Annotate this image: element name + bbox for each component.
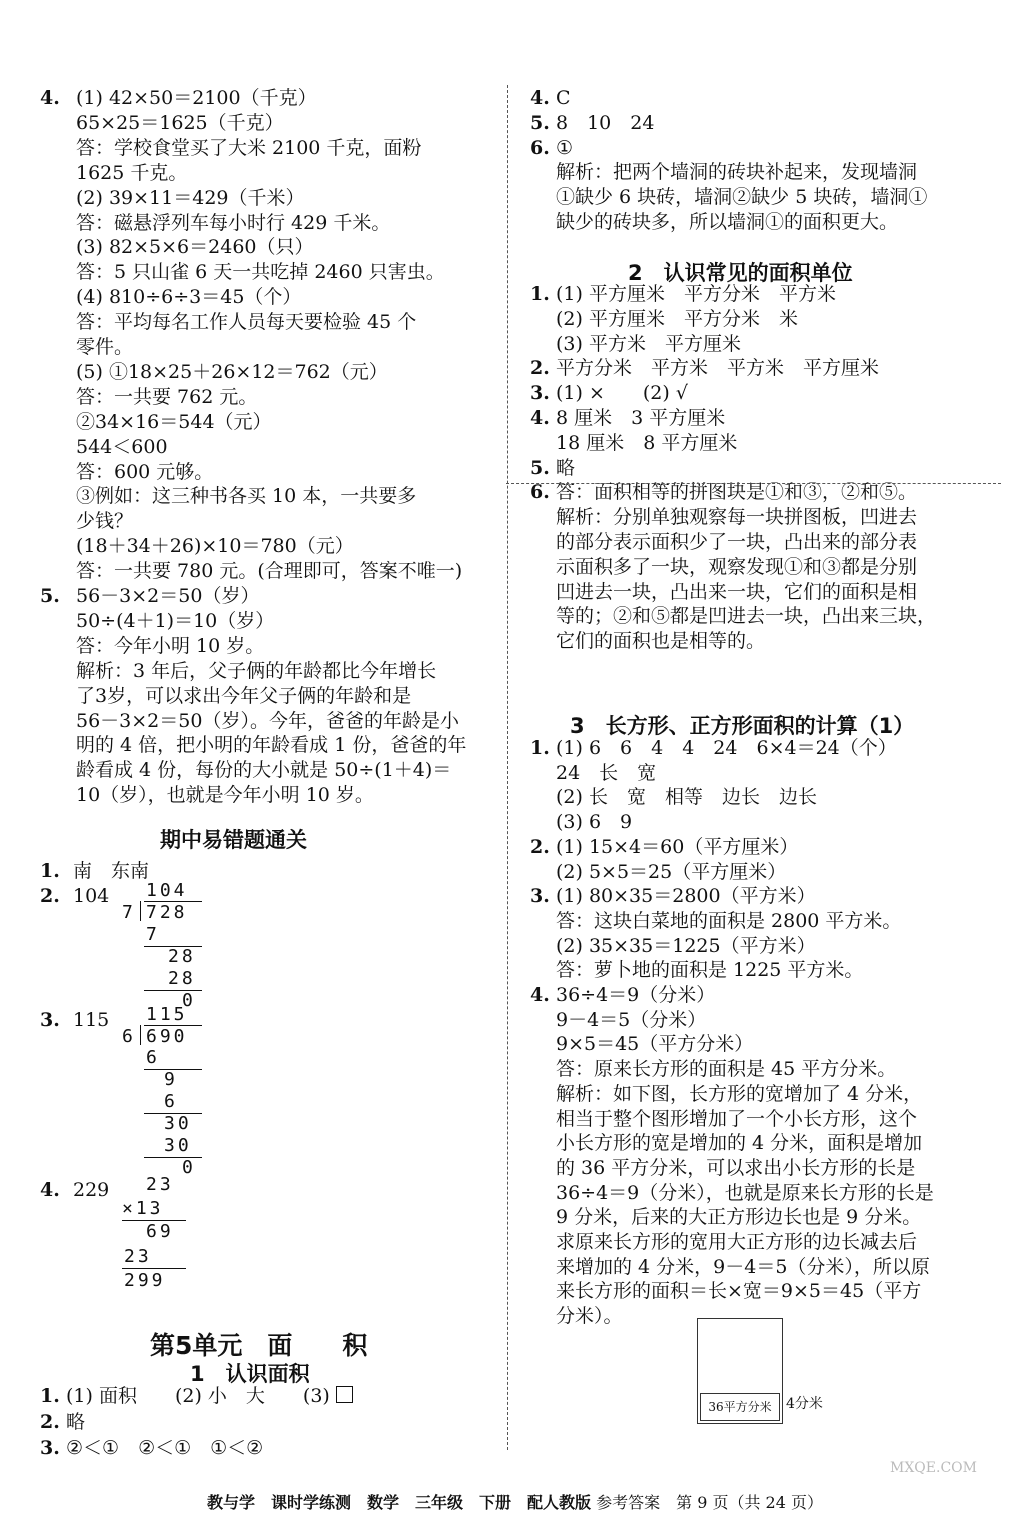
unit5-q1-num: 1. (40, 1385, 60, 1407)
sec3-title: 3 长方形、正方形面积的计算（1） (570, 714, 915, 738)
sec3-answer-line: 36÷4＝9（分米） (556, 984, 716, 1006)
midterm-q4-answer: 229 (73, 1179, 110, 1201)
right-answer-num: 6. (530, 136, 550, 159)
footer-book-title: 教与学 课时学练测 数学 三年级 下册 配人教版 (207, 1493, 592, 1512)
figure-inner-label: 36平方分米 (700, 1393, 780, 1421)
sec2-answer-line: 答：面积相等的拼图块是①和③，②和⑤。 (556, 481, 918, 504)
sec2-answer-line: (1) 平方厘米 平方分米 平方米 (556, 283, 836, 305)
left-answer-line: ②34×16＝544（元） (76, 410, 272, 433)
sec2-answer-line: (1) × (2) √ (556, 382, 688, 405)
left-answer-line: 答：一共要 762 元。 (76, 385, 258, 408)
sec2-answer-line: (2) 平方厘米 平方分米 米 (556, 307, 798, 330)
left-answer-line: 明的 4 倍，把小明的年龄看成 1 份，爸爸的年 (76, 734, 467, 757)
sec2-answer-num: 3. (530, 382, 550, 405)
left-answer-line: 65×25＝1625（千克） (76, 111, 284, 134)
sec2-answer-line: 略 (556, 456, 576, 479)
sec2-answer-line: 18 厘米 8 平方厘米 (556, 431, 738, 454)
sec3-answer-line: 36÷4＝9（分米），也就是原来长方形的长是 (556, 1181, 934, 1204)
midterm-q1-num: 1. (40, 860, 60, 882)
sec3-answer-line: 9 分米，后来的大正方形边长也是 9 分米。 (556, 1206, 922, 1229)
right-answer-line: ① (556, 136, 574, 159)
left-answer-line: 56－3×2＝50（岁）。今年，爸爸的年龄是小 (76, 709, 459, 732)
right-answer-line: 解析：把两个墙洞的砖块补起来，发现墙洞 (556, 161, 918, 184)
blank-square-icon (336, 1386, 353, 1403)
unit5-q3-text: ②＜① ②＜① ①＜② (66, 1437, 264, 1459)
sec3-answer-line: (2) 35×35＝1225（平方米） (556, 934, 816, 957)
sec2-answer-num: 1. (530, 283, 550, 305)
area-figure (697, 1318, 783, 1424)
left-answer-line: (2) 39×11＝429（千米） (76, 186, 305, 209)
sec3-answer-line: 的 36 平方分米，可以求出小长方形的长是 (556, 1156, 916, 1179)
sec3-answer-line: 答：原来长方形的面积是 45 平方分米。 (556, 1058, 897, 1081)
sec2-answer-num: 2. (530, 357, 550, 380)
sec2-answer-line: 示面积多了一块，观察发现①和③都是分别 (556, 555, 918, 578)
sec2-answer-num: 5. (530, 456, 550, 479)
sec3-answer-line: 相当于整个图形增加了一个小长方形，这个 (556, 1107, 918, 1130)
left-answer-line: 答：600 元够。 (76, 460, 214, 483)
right-answer-num: 5. (530, 111, 550, 134)
sec3-answer-line: 分米）。 (556, 1305, 623, 1328)
left-answer-line: 56－3×2＝50（岁） (76, 585, 260, 607)
page-footer (0, 1490, 1030, 1513)
left-answer-line: ③例如：这三种书各买 10 本，一共要多 (76, 485, 417, 508)
left-answer-line: 1625 千克。 (76, 161, 188, 184)
sec3-answer-num: 3. (530, 885, 550, 908)
right-answer-num: 4. (530, 87, 550, 109)
sec2-answer-line: 的部分表示面积少了一块，凸出来的部分表 (556, 531, 918, 553)
sec3-answer-line: (2) 长 宽 相等 边长 边长 (556, 786, 817, 809)
right-answer-line: C (556, 87, 571, 109)
left-answer-line: (3) 82×5×6＝2460（只） (76, 236, 314, 259)
footer-page-info: 参考答案 第 9 页（共 24 页） (596, 1493, 823, 1512)
sec2-answer-line: 平方分米 平方米 平方米 平方厘米 (556, 357, 880, 380)
midterm-q2-num: 2. (40, 885, 60, 907)
left-answer-line: (1) 42×50＝2100（千克） (76, 87, 317, 109)
midterm-title: 期中易错题通关 (160, 828, 307, 852)
left-answer-line: (4) 810÷6÷3＝45（个） (76, 286, 302, 309)
midterm-q2-answer: 104 (73, 885, 110, 907)
left-answer-line: 答：平均每名工作人员每天要检验 45 个 (76, 311, 417, 334)
sec3-answer-line: 解析：如下图，长方形的宽增加了 4 分米， (556, 1082, 923, 1105)
left-answer-num: 5. (40, 585, 60, 607)
left-answer-line: 50÷(4＋1)＝10（岁） (76, 609, 275, 632)
sec2-answer-line: (3) 平方米 平方厘米 (556, 332, 741, 355)
left-answer-line: 答：一共要 780 元。(合理即可，答案不唯一) (76, 560, 463, 583)
midterm-q3-num: 3. (40, 1009, 60, 1031)
sec3-answer-line: 来增加的 4 分米，9－4＝5（分米），所以原 (556, 1255, 930, 1278)
right-answer-line: 缺少的砖块多，所以墙洞①的面积更大。 (556, 211, 899, 233)
left-answer-line: 了3岁，可以求出今年父子俩的年龄和是 (76, 684, 412, 707)
sec2-title: 2 认识常见的面积单位 (628, 261, 853, 285)
unit5-q2-num: 2. (40, 1411, 60, 1433)
sec3-answer-line: 9－4＝5（分米） (556, 1008, 707, 1031)
sec3-answer-line: (1) 80×35＝2800（平方米） (556, 885, 816, 908)
sec3-answer-line: 答：萝卜地的面积是 1225 平方米。 (556, 959, 864, 982)
sec3-answer-line: 小长方形的宽是增加的 4 分米，面积是增加 (556, 1132, 923, 1155)
left-answer-line: 少钱？ (76, 510, 134, 533)
sec3-answer-num: 2. (530, 835, 550, 858)
sec2-answer-line: 它们的面积也是相等的。 (556, 630, 766, 653)
sec2-answer-num: 6. (530, 481, 550, 504)
right-answer-line: 8 10 24 (556, 111, 655, 134)
midterm-q4-num: 4. (40, 1179, 60, 1201)
left-answer-line: 解析：3 年后，父子俩的年龄都比今年增长 (76, 659, 437, 682)
sec3-answer-line: (3) 6 9 (556, 811, 633, 834)
sec2-answer-line: 等的；②和⑤都是凹进去一块，凸出来三块， (556, 605, 937, 628)
unit5-q1-text: (1) 面积 (2) 小 大 (3) (66, 1384, 353, 1408)
left-answer-line: 答：今年小明 10 岁。 (76, 634, 265, 657)
midterm-q1-text: 南 东南 (73, 860, 150, 882)
unit5-subtitle: 1 认识面积 (190, 1362, 310, 1386)
left-answer-line: 544＜600 (76, 435, 168, 458)
sec3-answer-line: (1) 6 6 4 4 24 6×4＝24（个） (556, 737, 897, 759)
midterm-q3-answer: 115 (73, 1009, 110, 1031)
unit5-q2-text: 略 (66, 1411, 86, 1433)
sec2-answer-num: 4. (530, 407, 550, 429)
sec3-answer-line: (2) 5×5＝25（平方厘米） (556, 860, 787, 883)
sec3-answer-line: 答：这块白菜地的面积是 2800 平方米。 (556, 909, 902, 932)
column-divider (507, 85, 508, 1450)
sec3-answer-num: 1. (530, 737, 550, 759)
left-answer-line: 10（岁），也就是今年小明 10 岁。 (76, 784, 374, 807)
left-answer-line: 龄看成 4 份，每份的大小就是 50÷(1＋4)＝ (76, 759, 452, 782)
sec3-answer-line: 9×5＝45（平方分米） (556, 1033, 754, 1056)
sec3-answer-num: 4. (530, 984, 550, 1006)
sec2-answer-line: 凹进去一块，凸出来一块，它们的面积是相 (556, 580, 918, 603)
left-answer-line: 零件。 (76, 336, 134, 358)
left-answer-line: (5) ①18×25＋26×12＝762（元） (76, 360, 388, 383)
sec2-answer-line: 解析：分别单独观察每一块拼图板，凹进去 (556, 506, 918, 529)
sec2-answer-line: 8 厘米 3 平方厘米 (556, 407, 726, 429)
sec3-answer-line: 求原来长方形的宽用大正方形的边长减去后 (556, 1231, 918, 1253)
sec3-answer-line: 来长方形的面积＝长×宽＝9×5＝45（平方 (556, 1280, 922, 1303)
left-answer-num: 4. (40, 87, 60, 109)
watermark: MXQE.COM (890, 1460, 977, 1476)
figure-side-label: 4分米 (786, 1396, 823, 1412)
left-answer-line: 答：磁悬浮列车每小时行 429 千米。 (76, 211, 391, 234)
left-answer-line: 答：5 只山雀 6 天一共吃掉 2460 只害虫。 (76, 261, 445, 284)
left-answer-line: 答：学校食堂买了大米 2100 千克，面粉 (76, 136, 422, 159)
sec3-answer-line: 24 长 宽 (556, 761, 657, 784)
unit5-title: 第5单元 面 积 (150, 1331, 368, 1360)
right-answer-line: ①缺少 6 块砖，墙洞②缺少 5 块砖，墙洞① (556, 186, 928, 209)
unit5-q3-num: 3. (40, 1437, 60, 1459)
sec2-rule (506, 483, 1001, 484)
sec3-answer-line: (1) 15×4＝60（平方厘米） (556, 835, 799, 858)
left-answer-line: (18＋34＋26)×10＝780（元） (76, 535, 354, 558)
